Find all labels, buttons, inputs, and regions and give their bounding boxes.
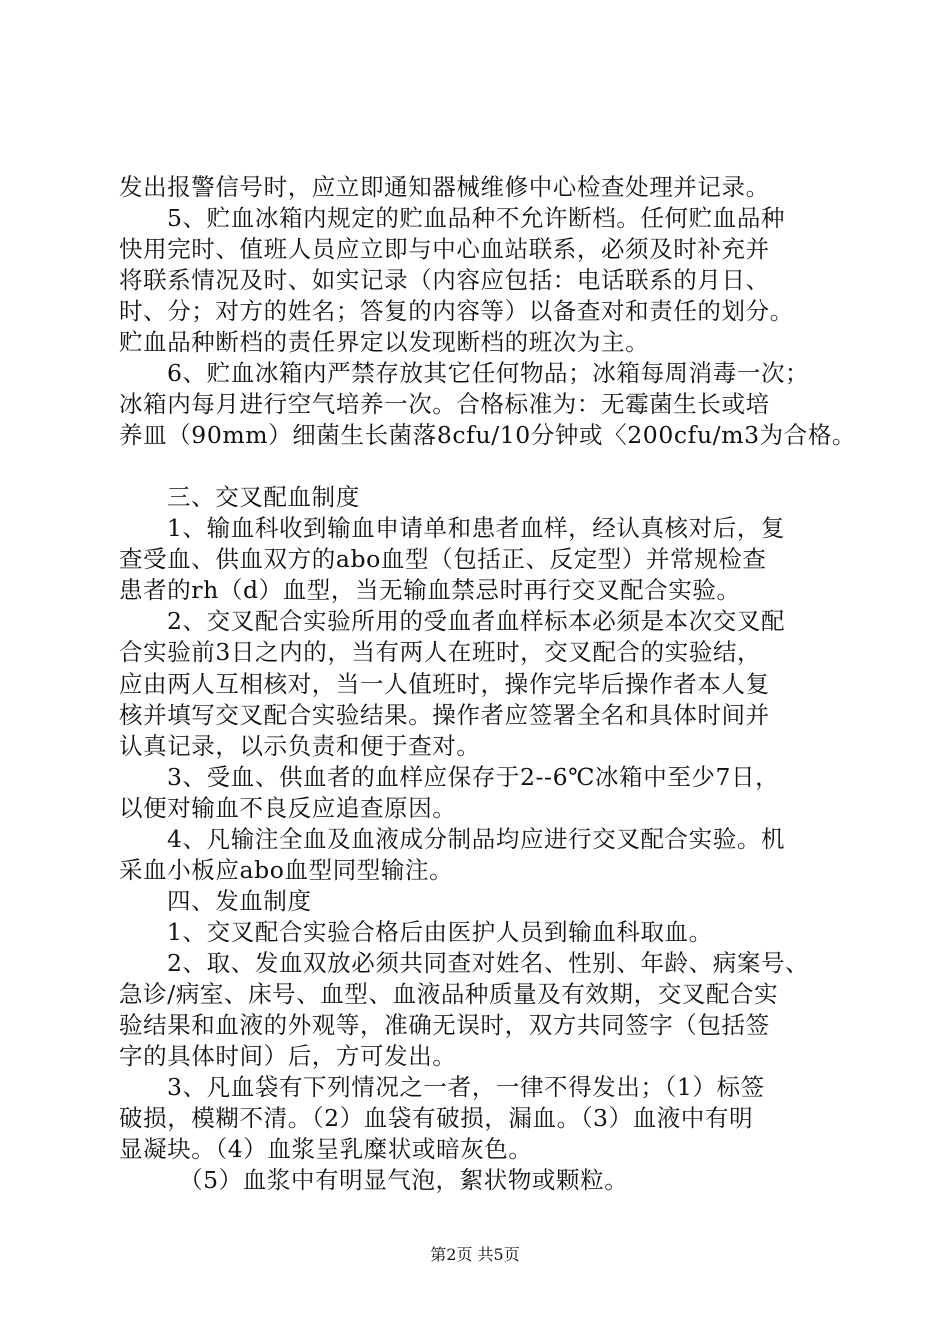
paragraph-line: 养皿（90mm）细菌生长菌落8cfu/10分钟或〈200cfu/m3为合格。	[119, 421, 857, 449]
paragraph-line: 2、取、发血双放必须共同查对姓名、性别、年龄、病案号、	[167, 949, 810, 977]
paragraph-line: 贮血品种断档的责任界定以发现断档的班次为主。	[119, 328, 650, 356]
section-heading: 三、交叉配血制度	[167, 483, 360, 511]
page-footer: 第2页 共5页	[430, 1245, 520, 1264]
paragraph-line: 发出报警信号时，应立即通知器械维修中心检查处理并记录。	[119, 173, 770, 201]
paragraph-line: 采血小板应abo血型同型输注。	[119, 856, 454, 884]
paragraph-line: 3、凡血袋有下列情况之一者，一律不得发出；（1）标签	[167, 1073, 765, 1101]
paragraph-line: 急诊/病室、床号、血型、血液品种质量及有效期，交叉配合实	[119, 980, 779, 1008]
paragraph-line: 将联系情况及时、如实记录（内容应包括：电话联系的月日、	[119, 266, 770, 294]
paragraph-line: 字的具体时间）后，方可发出。	[119, 1042, 457, 1070]
paragraph-line: 时、分；对方的姓名；答复的内容等）以备查对和责任的划分。	[119, 297, 794, 325]
paragraph-line: 2、交叉配合实验所用的受血者血样标本必须是本次交叉配	[167, 607, 786, 635]
paragraph-line: 4、凡输注全血及血液成分制品均应进行交叉配合实验。机	[167, 825, 786, 853]
paragraph-line: 5、贮血冰箱内规定的贮血品种不允许断档。任何贮血品种	[167, 204, 786, 232]
paragraph-line: 6、贮血冰箱内严禁存放其它任何物品；冰箱每周消毒一次；	[167, 359, 810, 387]
paragraph-line: 应由两人互相核对，当一人值班时，操作完毕后操作者本人复	[119, 670, 770, 698]
paragraph-line: 显凝块。（4）血浆呈乳糜状或暗灰色。	[119, 1135, 533, 1163]
paragraph-line: 1、交叉配合实验合格后由医护人员到输血科取血。	[167, 918, 713, 946]
paragraph-line: 3、受血、供血者的血样应保存于2--6℃冰箱中至少7日，	[167, 763, 780, 791]
paragraph-line: 快用完时、值班人员应立即与中心血站联系，必须及时补充并	[119, 235, 770, 263]
paragraph-line: 冰箱内每月进行空气培养一次。合格标准为：无霉菌生长或培	[119, 390, 770, 418]
paragraph-line: 合实验前3日之内的，当有两人在班时，交叉配合的实验结，	[119, 638, 762, 666]
paragraph-line: 1、输血科收到输血申请单和患者血样，经认真核对后，复	[167, 514, 786, 542]
paragraph-line: （5）血浆中有明显气泡，絮状物或颗粒。	[179, 1166, 629, 1194]
paragraph-line: 以便对输血不良反应追查原因。	[119, 794, 457, 822]
section-heading: 四、发血制度	[167, 887, 312, 915]
paragraph-line: 破损，模糊不清。（2）血袋有破损，漏血。（3）血液中有明	[119, 1104, 754, 1132]
paragraph-line: 核并填写交叉配合实验结果。操作者应签署全名和具体时间并	[119, 701, 770, 729]
paragraph-line: 认真记录，以示负责和便于查对。	[119, 732, 481, 760]
paragraph-line: 查受血、供血双方的abo血型（包括正、反定型）并常规检查	[119, 545, 767, 573]
paragraph-line: 验结果和血液的外观等，准确无误时，双方共同签字（包括签	[119, 1011, 770, 1039]
paragraph-line: 患者的rh（d）血型，当无输血禁忌时再行交叉配合实验。	[119, 576, 741, 604]
